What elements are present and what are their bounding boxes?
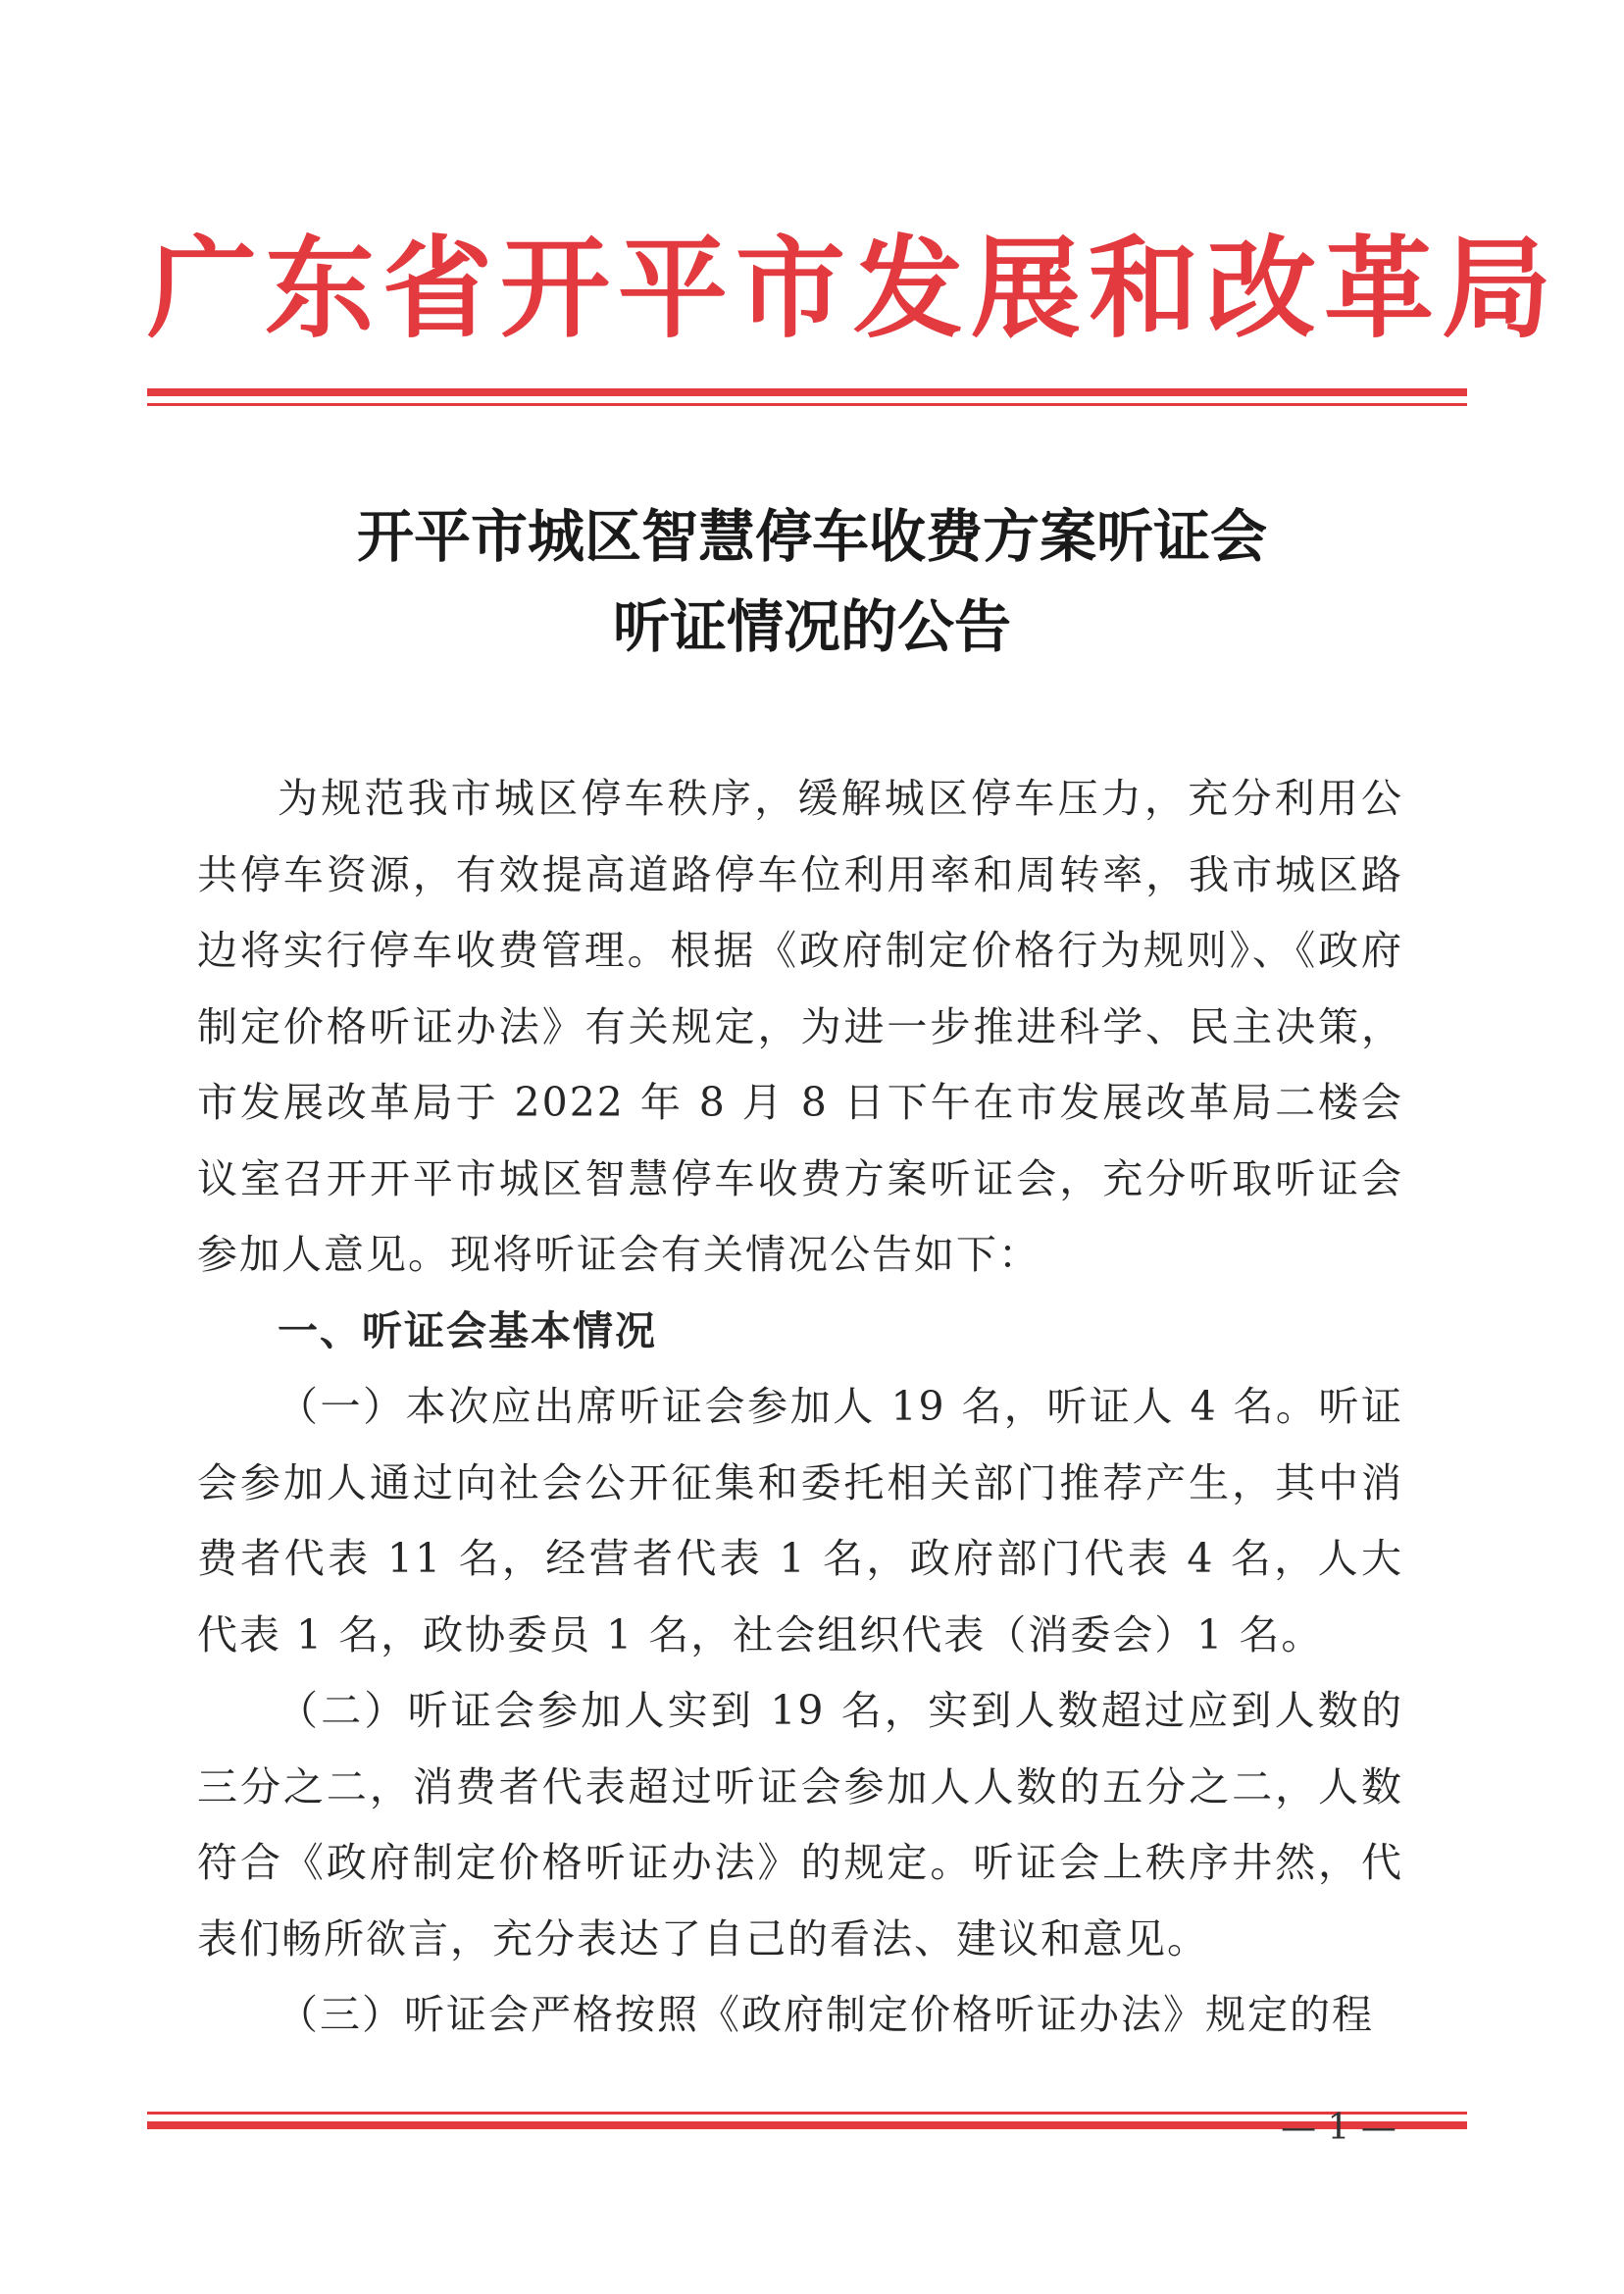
section-paragraph-2: （二）听证会参加人实到 19 名，实到人数超过应到人数的三分之二，消费者代表超过听证会参加人人数的五分之二，人数符合《政府制定价格听证办法》的规定。听证会上秩序井然，代表们畅所欲言，充分表达了自己的看法、建议和意见。 bbox=[197, 1687, 1403, 1963]
document-body bbox=[197, 761, 1403, 2054]
header-rule-thin bbox=[147, 403, 1467, 406]
section-paragraph-1: （一）本次应出席听证会参加人 19 名，听证人 4 名。听证会参加人通过向社会公开征集和委托相关部门推荐产生，其中消费者代表 11 名，经营者代表 1 名，政府部门代表 4 名，人大代表 1 名，政协委员 1 名，社会组织代表（消委会）1 名。 bbox=[197, 1383, 1403, 1658]
document-title-line2: 听证情况的公告 bbox=[612, 593, 1011, 660]
section-paragraph-3: （三）听证会严格按照《政府制定价格听证办法》规定的程 bbox=[278, 1991, 1374, 2038]
document-title-line1: 开平市城区智慧停车收费方案听证会 bbox=[356, 503, 1267, 570]
section-heading: 一、听证会基本情况 bbox=[278, 1306, 657, 1354]
intro-paragraph: 为规范我市城区停车秩序，缓解城区停车压力，充分利用公共停车资源，有效提高道路停车位利用率和周转率，我市城区路边将实行停车收费管理。根据《政府制定价格行为规则》、《政府制定价格听证办法》有关规定，为进一步推进科学、民主决策，市发展改革局于 2022 年 8 月 8 日下午在市发展改革局二楼会议室召开开平市城区智慧停车收费方案听证会，充分听取听证会参加人意见。现将听证会有关情况公告如下： bbox=[197, 775, 1403, 1278]
footer-rule-thin bbox=[147, 2112, 1467, 2115]
header-rule-thick bbox=[147, 388, 1467, 396]
issuer-header: 广东省开平市发展和改革局 bbox=[147, 225, 1559, 353]
footer-rule-thick bbox=[147, 2121, 1467, 2129]
page-number: — 1 — bbox=[1281, 2108, 1396, 2148]
